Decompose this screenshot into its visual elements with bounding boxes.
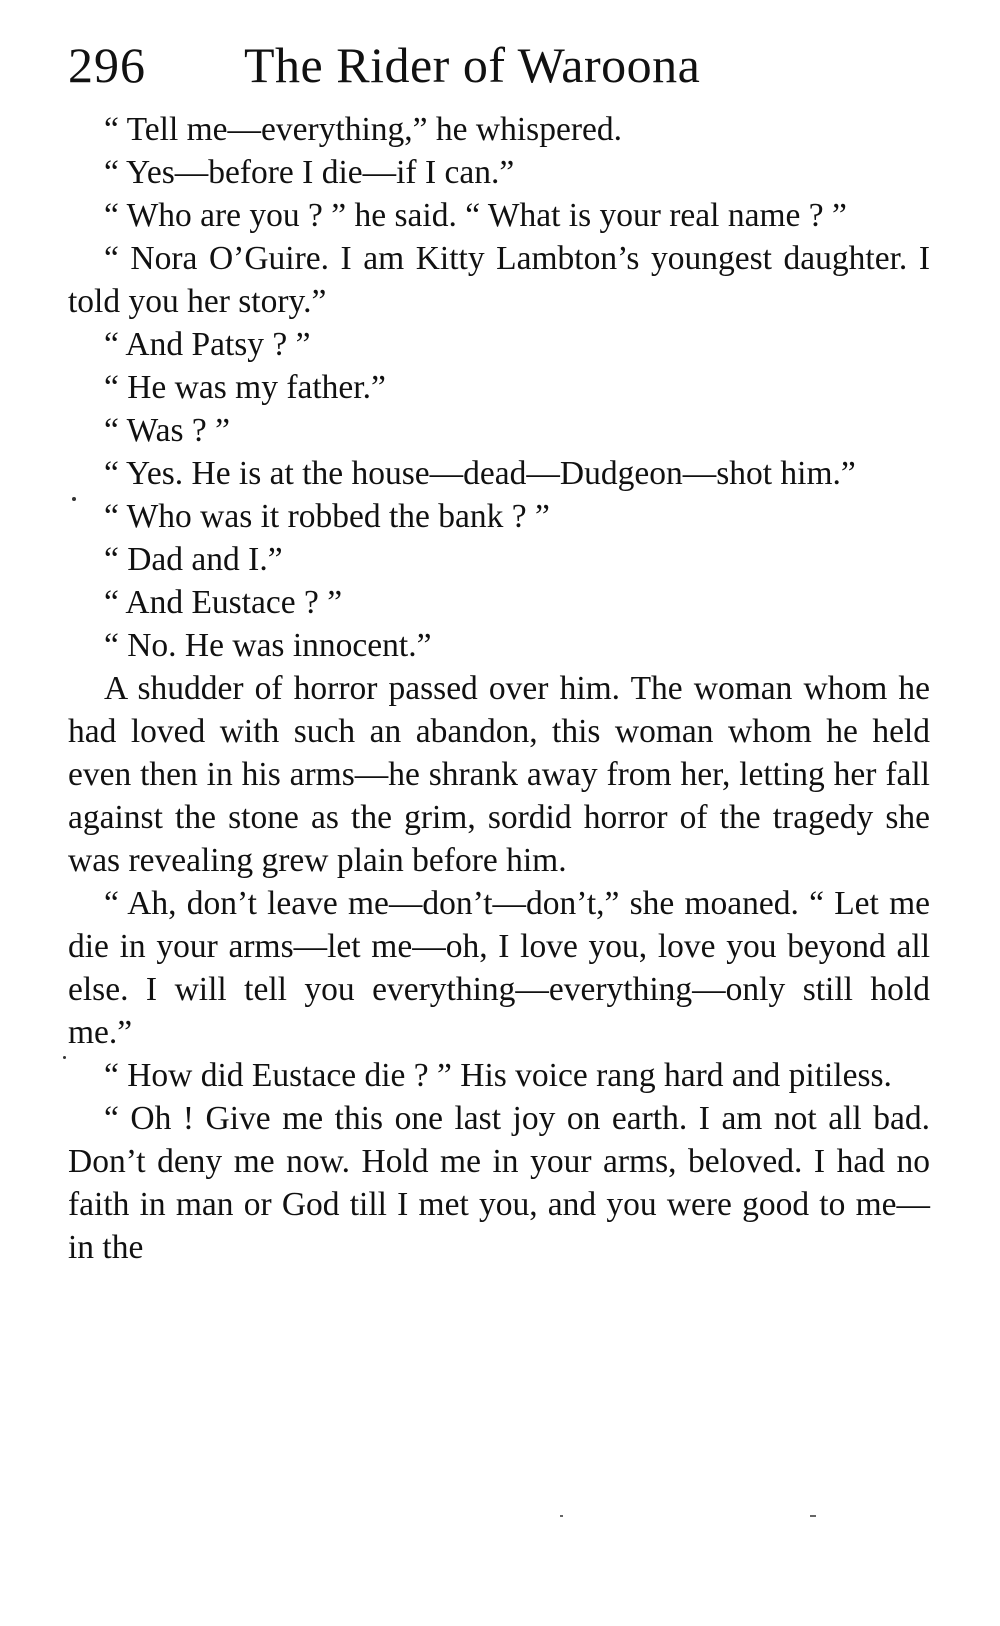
dialogue-line: “ Was ? ”	[104, 412, 230, 449]
dialogue-line: “ Tell me—everything,” he whispered.	[104, 111, 622, 148]
running-title: The Rider of Waroona	[244, 37, 701, 93]
narrative-paragraph: A shudder of horror passed over him. The woman whom he had loved with such an abandon, this woman whom he held even then in his arms—he shrank away from her, letting her fall against the stone as the grim, sordid horror of the tragedy she was revealing grew plain before him.	[68, 670, 930, 879]
print-speck	[63, 1056, 66, 1059]
dialogue-line: “ No. He was innocent.”	[104, 627, 432, 664]
page-number: 296	[68, 37, 146, 93]
dialogue-line: “ Who are you ? ” he said. “ What is your real name ? ”	[104, 197, 847, 234]
dialogue-line: “ Yes. He is at the house—dead—Dudgeon—shot him.”	[104, 455, 856, 492]
print-speck	[560, 1515, 563, 1517]
dialogue-line: “ He was my father.”	[104, 369, 386, 406]
dialogue-line: “ Nora O’Guire. I am Kitty Lambton’s youngest daughter. I told you her story.”	[68, 240, 930, 320]
dialogue-line: “ And Patsy ? ”	[104, 326, 311, 363]
dialogue-line: “ Dad and I.”	[104, 541, 283, 578]
book-page	[68, 37, 930, 1269]
dialogue-paragraph: “ Oh ! Give me this one last joy on earth. I am not all bad. Don’t deny me now. Hold me in your arms, beloved. I had no faith in man or God till I met you, and you were good to me—in the	[68, 1100, 930, 1266]
dialogue-line: “ Who was it robbed the bank ? ”	[104, 498, 550, 535]
body-text	[68, 108, 930, 1269]
print-speck	[810, 1515, 816, 1517]
page-header	[68, 37, 930, 93]
print-speck	[72, 497, 76, 501]
dialogue-line: “ Yes—before I die—if I can.”	[104, 154, 515, 191]
dialogue-paragraph: “ How did Eustace die ? ” His voice rang hard and pitiless.	[104, 1057, 892, 1094]
dialogue-paragraph: “ Ah, don’t leave me—don’t—don’t,” she moaned. “ Let me die in your arms—let me—oh, I love you, love you beyond all else. I will tell you everything—everything—only still hold me.”	[68, 885, 930, 1051]
bottom-print-specks	[560, 1515, 860, 1521]
dialogue-line: “ And Eustace ? ”	[104, 584, 343, 621]
